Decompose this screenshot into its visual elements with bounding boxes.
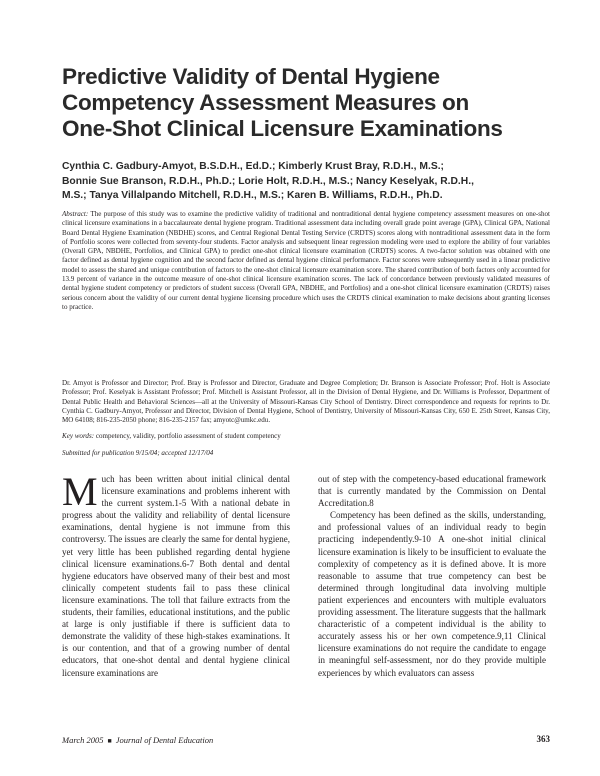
body-column-left <box>62 469 290 679</box>
abstract-text: The purpose of this study was to examine the predictive validity of traditional and nontraditional dental hygiene competency assessment measures on one-shot clinical licensure examinations in a baccalaureate dental hygiene program. Traditional assessment data including overall grade point average (GPA), Clinical GPA, National Board Dental Hygiene Examination (NBDHE) scores, and Central Regional Dental Testing Service (CRDTS) scores along with nontraditional assessment data in the form of Portfolio scores were collected from seventy-four students. Factor analysis and subsequent linear regression modeling were used to explore the ability of four variables (Overall GPA, NBDHE, Portfolios, and Clinical GPA) to predict one-shot clinical licensure examination (CRDTS) scores. A two-factor solution was obtained with one factor defined as dental hygiene cognition and the second factor defined as dental hygiene clinical performance. Factor scores were subsequently used in a linear predictive model to assess the shared and unique contribution of factors to the one-shot clinical licensure examination score. The shared contribution of both factors only accounted for 13.9 percent of variance in the outcome measure of one-shot clinical licensure examination scores. The lack of concordance between previously validated measures of dental hygiene student competency or predictors of student success (Overall GPA, NBDHE, and Portfolios) and a one-shot clinical licensure examination (CRDTS) raises serious concern about the validity of our current dental hygiene licensing procedure which uses the CRDTS clinical examination to make decisions about granting licenses to practice. <box>62 210 550 311</box>
title-line-3: One-Shot Clinical Licensure Examinations <box>62 116 503 141</box>
submission-dates: Submitted for publication 9/15/04; accepted 12/17/04 <box>62 449 214 457</box>
drop-cap: M <box>62 469 98 514</box>
body-paragraph-text: uch has been written about initial clinical dental licensure examinations and problems inherent with the current system.1-5 With a national debate in progress about the validity and reliability of dental licensure examinations, dental hygiene is not immune from this controversy. The issues are clearly the same for dental hygiene, yet very little has been published regarding dental hygiene clinical licensure examinations.6-7 Both dental and dental hygiene educators have observed many of their best and most clinically competent students fail to pass these clinical licensure examinations. The toll that failure extracts from the students, their families, educational institutions, and the public at large is only justifiable if there is sufficient data to demonstrate the validity of these high-stakes examinations. It is our contention, and that of a growing number of dental educators, that one-shot dental and dental hygiene clinical licensure examinations are <box>62 474 290 678</box>
author-line-1: Cynthia C. Gadbury-Amyot, B.S.D.H., Ed.D.; Kimberly Krust Bray, R.D.H., M.S.; <box>62 161 444 172</box>
page-number: 363 <box>536 734 550 744</box>
author-line-3: M.S.; Tanya Villalpando Mitchell, R.D.H., M.S.; Karen B. Williams, R.D.H., Ph.D. <box>62 190 443 201</box>
author-affiliations: Dr. Amyot is Professor and Director; Prof. Bray is Professor and Director, Graduate and Degree Completion; Dr. Branson is Associate Professor; Prof. Holt is Associate Professor; Prof. Keselyak is Assistant Professor; Prof. Mitchell is Assistant Professor, all in the Division of Dental Hygiene, and Dr. Williams is Professor, Department of Dental Public Health and Behavioral Sciences—all at the University of Missouri-Kansas City School of Dentistry. Direct correspondence and requests for reprints to Dr. Cynthia C. Gadbury-Amyot, Professor and Director, Division of Dental Hygiene, School of Dentistry, University of Missouri-Kansas City, 650 E. 25th Street, Kansas City, MO 64108; 816-235-2050 phone; 816-235-2157 fax; amyotc@umkc.edu. <box>62 379 550 425</box>
abstract <box>62 210 550 312</box>
keywords <box>62 432 550 441</box>
title-line-1: Predictive Validity of Dental Hygiene <box>62 64 440 89</box>
keywords-text: competency, validity, portfolio assessment of student competency <box>95 432 281 440</box>
author-list <box>62 160 552 204</box>
body-paragraph: Competency has been defined as the skills, understanding, and professional values of an individual ready to begin practicing independently.9-10 A one-shot initial clinical licensure examination is likely to be insufficient to evaluate the complexity of competency as it is defined above. It is more reasonable to assume that true competency can best be determined through longitudinal data involving multiple patient experiences and encounters with multiple evaluators providing assessment. The literature suggests that the hallmark characteristic of a competent individual is the ability to accurately assess his or her own competence.9,11 Clinical licensure examinations do not require the candidate to engage in meaningful self-assessment, nor do they provide multiple experiences by which evaluators can assess <box>318 510 547 678</box>
running-footer <box>62 735 213 745</box>
body-paragraph <box>62 469 290 679</box>
footer-separator-icon: ■ <box>107 737 112 745</box>
title-line-2: Competency Assessment Measures on <box>62 90 469 115</box>
abstract-label: Abstract: <box>62 210 89 218</box>
body-paragraph: out of step with the competency-based educational framework that is currently mandated by the Commission on Dental Accreditation.8 <box>318 474 546 509</box>
author-line-2: Bonnie Sue Branson, R.D.H., Ph.D.; Lorie Holt, R.D.H., M.S.; Nancy Keselyak, R.D.H., <box>62 175 474 187</box>
body-column-right <box>318 473 546 679</box>
article-title <box>62 64 542 142</box>
footer-journal: Journal of Dental Education <box>115 735 214 745</box>
keywords-label: Key words: <box>62 432 95 440</box>
footer-date: March 2005 <box>62 735 104 745</box>
